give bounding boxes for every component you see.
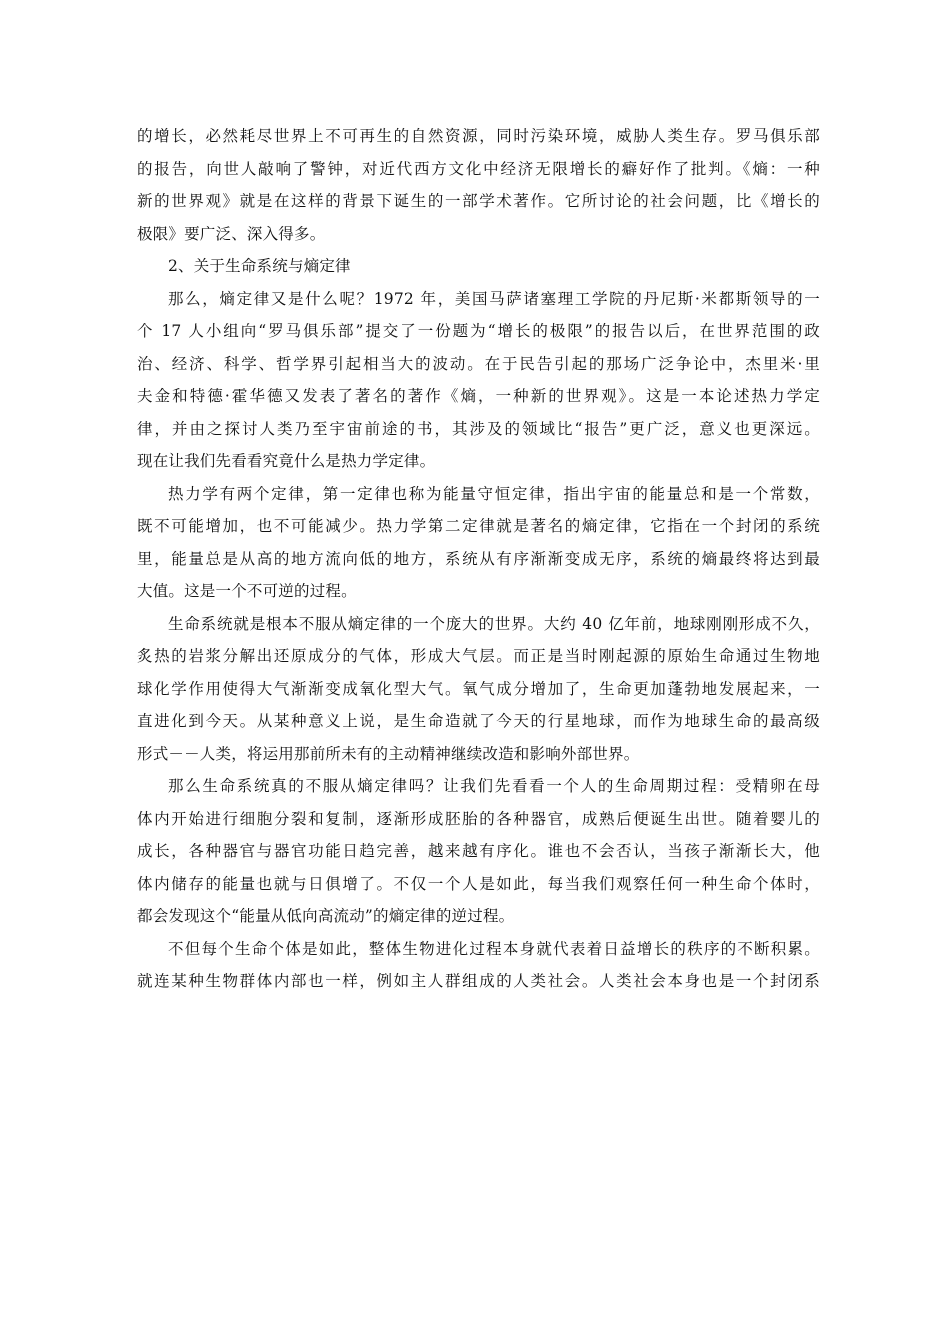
document-body <box>137 120 820 998</box>
text-line: 体内开始进行细胞分裂和复制，逐渐形成胚胎的各种器官，成熟后便诞生出世。随着婴儿的 <box>137 809 820 828</box>
text-line: 成长，各种器官与器官功能日趋完善，越来越有序化。谁也不会否认，当孩子渐渐长大，他 <box>137 842 820 860</box>
text-line: 里，能量总是从高的地方流向低的地方，系统从有序渐渐变成无序，系统的熵最终将达到最 <box>137 549 820 568</box>
text-line: 球化学作用使得大气渐渐变成氧化型大气。氧气成分增加了，生命更加蓬勃地发展起来，一 <box>137 679 820 698</box>
text-line: 热力学有两个定律，第一定律也称为能量守恒定律，指出宇宙的能量总和是一个常数， <box>168 484 820 503</box>
text-line: 极限》要广泛、深入得多。 <box>137 224 326 243</box>
text-line: 大值。这是一个不可逆的过程。 <box>137 582 357 600</box>
text-line: 的增长，必然耗尽世界上不可再生的自然资源，同时污染环境，威胁人类生存。罗马俱乐部 <box>137 127 820 145</box>
text-line: 现在让我们先看看究竟什么是热力学定律。 <box>137 452 436 470</box>
text-line: 直进化到今天。从某种意义上说，是生命造就了今天的行星地球，而作为地球生命的最高级 <box>137 712 820 730</box>
text-line: 个 17 人小组向“罗马俱乐部”提交了一份题为“增长的极限”的报告以后，在世界范围的政 <box>137 322 820 340</box>
text-line: 既不可能增加，也不可能减少。热力学第二定律就是著名的熵定律，它指在一个封闭的系统 <box>137 517 820 535</box>
section-heading <box>137 250 820 283</box>
text-line: 夫金和特德·霍华德又发表了著名的著作《熵，一种新的世界观》。这是一本论述热力学定 <box>137 387 820 405</box>
text-line: 治、经济、科学、哲学界引起相当大的波动。在于民告引起的那场广泛争论中，杰里米·里 <box>137 354 820 373</box>
text-line: 不但每个生命个体是如此，整体生物进化过程本身就代表着日益增长的秩序的不断积累。 <box>168 939 820 958</box>
paragraph-4 <box>137 608 820 771</box>
paragraph-3 <box>137 478 820 608</box>
text-line: 就连某种生物群体内部也一样，例如主人群组成的人类社会。人类社会本身也是一个封闭系 <box>137 972 820 990</box>
text-line: 生命系统就是根本不服从熵定律的一个庞大的世界。大约 40 亿年前，地球刚刚形成不久， <box>168 614 820 633</box>
paragraph-1 <box>137 120 820 250</box>
paragraph-2 <box>137 283 820 478</box>
section-heading-text: 2、关于生命系统与熵定律 <box>168 257 351 275</box>
text-line: 那么生命系统真的不服从熵定律吗？让我们先看看一个人的生命周期过程：受精卵在母 <box>168 777 820 795</box>
paragraph-6 <box>137 933 820 998</box>
text-line: 炙热的岩浆分解出还原成分的气体，形成大气层。而正是当时刚起源的原始生命通过生物地 <box>137 647 820 665</box>
text-line: 新的世界观》就是在这样的背景下诞生的一部学术著作。它所讨论的社会问题，比《增长的 <box>137 192 820 210</box>
text-line: 形式－－人类，将运用那前所未有的主动精神继续改造和影响外部世界。 <box>137 744 640 763</box>
text-line: 那么，熵定律又是什么呢？1972 年，美国马萨诸塞理工学院的丹尼斯·米都斯领导的一 <box>168 289 820 308</box>
text-line: 的报告，向世人敲响了警钟，对近代西方文化中经济无限增长的癖好作了批判。《熵：一种 <box>137 159 820 178</box>
paragraph-5 <box>137 770 820 933</box>
text-line: 律，并由之探讨人类乃至宇宙前途的书，其涉及的领域比“报告”更广泛，意义也更深远。 <box>137 419 820 438</box>
text-line: 体内储存的能量也就与日俱增了。不仅一个人是如此，每当我们观察任何一种生命个体时， <box>137 874 820 893</box>
text-line: 都会发现这个“能量从低向高流动”的熵定律的逆过程。 <box>137 907 515 925</box>
